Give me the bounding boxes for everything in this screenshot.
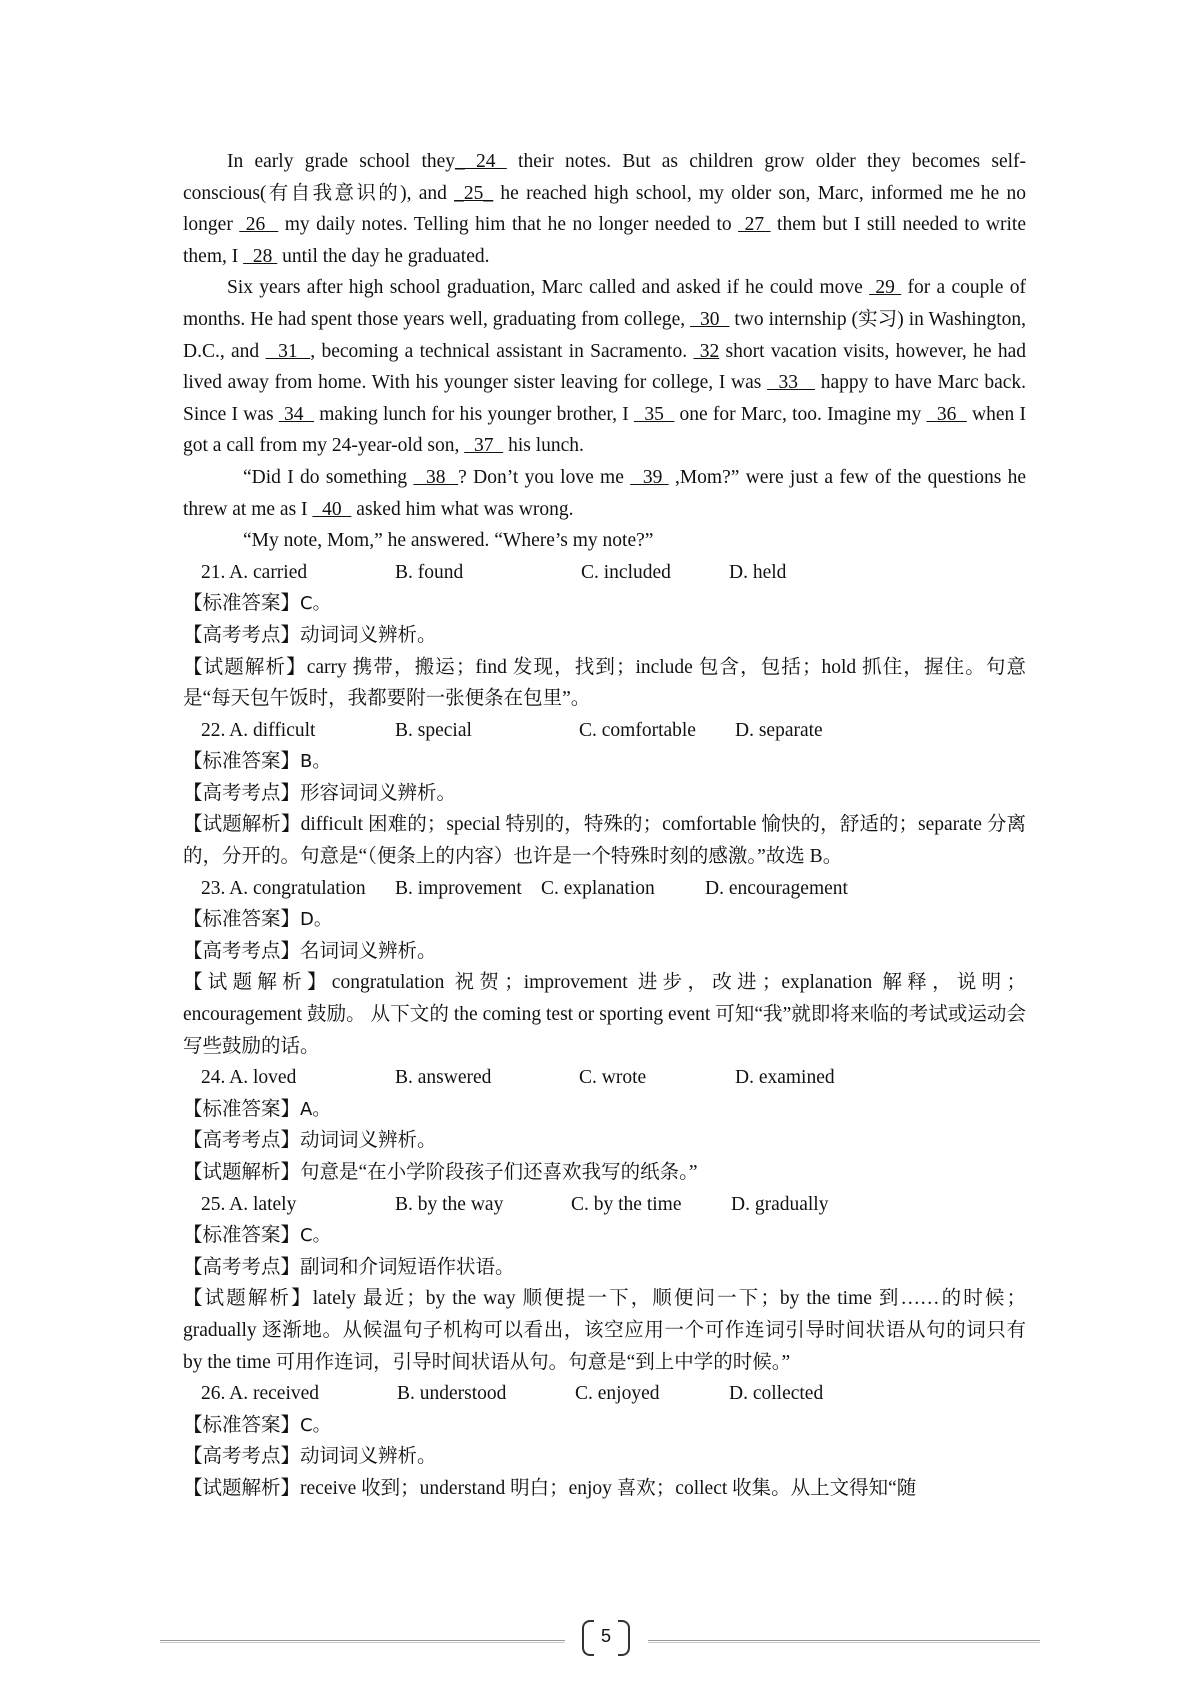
blank-28: 28 (243, 245, 278, 267)
text: happy to have Marc back. Since I was (183, 372, 1026, 425)
text: he reached high school, my older son, Marc, informed me he no longer (183, 182, 1026, 236)
blank-35: 35 (633, 403, 675, 425)
analysis-label: 【试题解析】 (183, 1288, 313, 1310)
exam-point-text: 副词和介词短语作状语。 (300, 1256, 515, 1278)
blank-36: 36 (926, 403, 967, 425)
blank-24: _ 24 (455, 151, 507, 172)
option-d: D. encouragement (705, 877, 848, 899)
standard-answer-label: 【标准答案】 (183, 751, 301, 773)
blank-40: 40 (312, 498, 352, 520)
option-row (183, 557, 1026, 589)
footer-rule-left (160, 1640, 565, 1643)
blank-27: 27 (738, 214, 771, 236)
analysis-text: difficult 困难的；special 特别的，特殊的；comfortable 愉快的，舒适的；separate 分离的，分开的。句意是“（便条上的内容）也许是一个特殊时刻的感激。”故选 B。 (183, 814, 1026, 868)
standard-answer (183, 1410, 1026, 1442)
exam-point-label: 【高考考点】 (183, 940, 301, 962)
exam-point-label: 【高考考点】 (183, 1446, 301, 1468)
standard-answer-text: C。 (300, 1414, 331, 1436)
text: his lunch. (503, 435, 584, 457)
option-b: B. by the way (395, 1193, 504, 1215)
question-list (183, 557, 1026, 1505)
option-row (183, 1062, 1026, 1094)
text: asked him what was wrong. (351, 498, 574, 520)
blank-39: 39 (630, 466, 669, 488)
standard-answer-label: 【标准答案】 (183, 1225, 301, 1247)
exam-point-text: 动词词义辨析。 (300, 1130, 437, 1152)
option-a: 25. A. lately (201, 1193, 297, 1215)
analysis-label: 【试题解析】 (183, 972, 332, 994)
blank-25: _25_ (454, 182, 494, 204)
analysis (183, 652, 1026, 715)
option-b: B. special (395, 719, 472, 741)
text: them but I still needed to write them, I (183, 214, 1026, 267)
option-c: C. wrote (579, 1067, 647, 1089)
option-d: D. separate (735, 719, 823, 741)
exam-point-label: 【高考考点】 (183, 782, 301, 804)
analysis-label: 【试题解析】 (183, 814, 301, 836)
analysis-text: 句意是“在小学阶段孩子们还喜欢我写的纸条。” (300, 1162, 698, 1183)
exam-point-label: 【高考考点】 (183, 1130, 301, 1152)
text: making lunch for his younger brother, I (314, 403, 634, 425)
text: two internship (实习) in Washington, D.C., and (183, 308, 1027, 362)
option-row (183, 715, 1026, 747)
standard-answer-label: 【标准答案】 (183, 1098, 301, 1120)
analysis-text: carry 携带，搬运；find 发现，找到；include 包含，包括；hold 抓住，握住。句意是“每天包午饭时，我都要附一张便条在包里”。 (183, 656, 1026, 710)
text: short vacation visits, however, he had lived away from home. With his younger sister leaving for college, I was (183, 340, 1026, 394)
analysis-text: congratulation 祝贺；improvement 进步，改进；explanation 解释，说明；encouragement 鼓励。 从下文的 the coming test or sporting event 可知“我”就即将来临的考试或运动会写些鼓励的话。 (183, 972, 1026, 1057)
passage-paragraph-1 (183, 146, 1026, 272)
exam-point (183, 936, 1026, 968)
exam-point (183, 1125, 1026, 1157)
question-block (183, 873, 1026, 1063)
question-block (183, 1378, 1026, 1504)
option-d: D. examined (735, 1067, 835, 1089)
text: “Did I do something (243, 466, 414, 488)
standard-answer (183, 904, 1026, 936)
standard-answer (183, 1094, 1026, 1126)
option-b: B. understood (397, 1383, 507, 1405)
question-block (183, 1062, 1026, 1188)
analysis (183, 1157, 1026, 1189)
option-a: 24. A. loved (201, 1067, 297, 1089)
passage-paragraph-4: “My note, Mom,” he answered. “Where’s my note?” (243, 530, 654, 552)
exam-point-text: 动词词义辨析。 (300, 1446, 437, 1468)
standard-answer-text: C。 (300, 1225, 331, 1247)
option-b: B. answered (395, 1067, 492, 1089)
standard-answer-label: 【标准答案】 (183, 909, 301, 931)
standard-answer (183, 588, 1026, 620)
blank-30: 30 (690, 308, 730, 330)
text: one for Marc, too. Imagine my (674, 403, 927, 425)
text: ? Don’t you love me (458, 466, 631, 488)
standard-answer (183, 1220, 1026, 1252)
text: my daily notes. Telling him that he no longer needed to (278, 214, 739, 236)
exam-point-text: 形容词词义辨析。 (300, 782, 457, 804)
option-d: D. collected (729, 1383, 824, 1405)
blank-37: 37 (464, 435, 504, 457)
text: when I got a call from my 24-year-old son, (183, 403, 1027, 457)
exam-point-text: 动词词义辨析。 (300, 624, 437, 646)
text: until the day he graduated. (277, 245, 490, 267)
standard-answer-text: C。 (300, 593, 331, 615)
option-c: C. by the time (571, 1193, 682, 1215)
option-row (183, 1378, 1026, 1410)
analysis (183, 809, 1026, 872)
text: Six years after high school graduation, Marc called and asked if he could move (227, 277, 870, 299)
blank-26: 26 (239, 214, 279, 236)
standard-answer-text: B。 (300, 751, 331, 773)
exam-point-text: 名词词义辨析。 (300, 940, 437, 962)
analysis-text: receive 收到；understand 明白；enjoy 喜欢；collect 收集。从上文得知“随 (300, 1477, 917, 1499)
blank-31: 31 (265, 340, 311, 362)
analysis-text: lately 最近；by the way 顺便提一下，顺便问一下；by the time 到……的时候；gradually 逐渐地。从候温句子机构可以看出，该空应用一个可作连词引导时间状语从句的词只有 by the time 可用作连词，引导时间状语从句。句意是“到上中学的时候。” (183, 1288, 1026, 1373)
blank-33: 33 (767, 372, 816, 394)
text: for a couple of months. He had spent those years well, graduating from college, (183, 277, 1027, 330)
option-d: D. gradually (731, 1193, 829, 1215)
option-a: 23. A. congratulation (201, 877, 366, 899)
footer-rule-right (648, 1640, 1040, 1643)
option-c: C. included (581, 561, 671, 583)
blank-32: 32 (693, 340, 720, 362)
standard-answer (183, 746, 1026, 778)
analysis (183, 1473, 1026, 1505)
option-c: C. explanation (541, 877, 655, 899)
exam-point (183, 778, 1026, 810)
option-a: 26. A. received (201, 1383, 320, 1405)
text: ,Mom?” were just a few of the questions he threw at me as I (183, 466, 1026, 520)
exam-point-label: 【高考考点】 (183, 1256, 301, 1278)
analysis (183, 967, 1026, 1062)
exam-point (183, 1441, 1026, 1473)
analysis-label: 【试题解析】 (183, 1162, 301, 1183)
standard-answer-label: 【标准答案】 (183, 593, 301, 615)
option-a: 21. A. carried (201, 561, 308, 583)
option-c: C. enjoyed (575, 1383, 660, 1405)
standard-answer-text: D。 (300, 909, 332, 931)
text: In early grade school they (227, 151, 456, 172)
option-b: B. improvement (395, 877, 522, 899)
analysis-label: 【试题解析】 (183, 1477, 301, 1499)
analysis-label: 【试题解析】 (183, 656, 307, 678)
blank-34: 34 (278, 403, 315, 425)
question-block (183, 557, 1026, 715)
exam-point-label: 【高考考点】 (183, 624, 301, 646)
page-footer (160, 1616, 1040, 1656)
standard-answer-label: 【标准答案】 (183, 1414, 301, 1436)
blank-29: 29 (869, 277, 902, 299)
text: their notes. But as children grow older they becomes self-conscious(有自我意识的), and (183, 151, 1026, 204)
option-d: D. held (729, 561, 787, 583)
option-a: 22. A. difficult (201, 719, 316, 741)
passage-paragraph-3 (183, 462, 1026, 525)
question-block (183, 715, 1026, 873)
analysis (183, 1283, 1026, 1378)
option-row (183, 1189, 1026, 1221)
exam-point (183, 1252, 1026, 1284)
passage-paragraph-2 (183, 272, 1026, 462)
blank-38: 38 (413, 466, 459, 488)
option-b: B. found (395, 561, 464, 583)
page-number: 5 (564, 1616, 648, 1656)
document-page (183, 146, 1026, 1505)
text: , becoming a technical assistant in Sacramento. (310, 340, 694, 362)
question-block (183, 1189, 1026, 1379)
option-row (183, 873, 1026, 905)
option-c: C. comfortable (579, 719, 696, 741)
exam-point (183, 620, 1026, 652)
standard-answer-text: A。 (300, 1098, 331, 1120)
